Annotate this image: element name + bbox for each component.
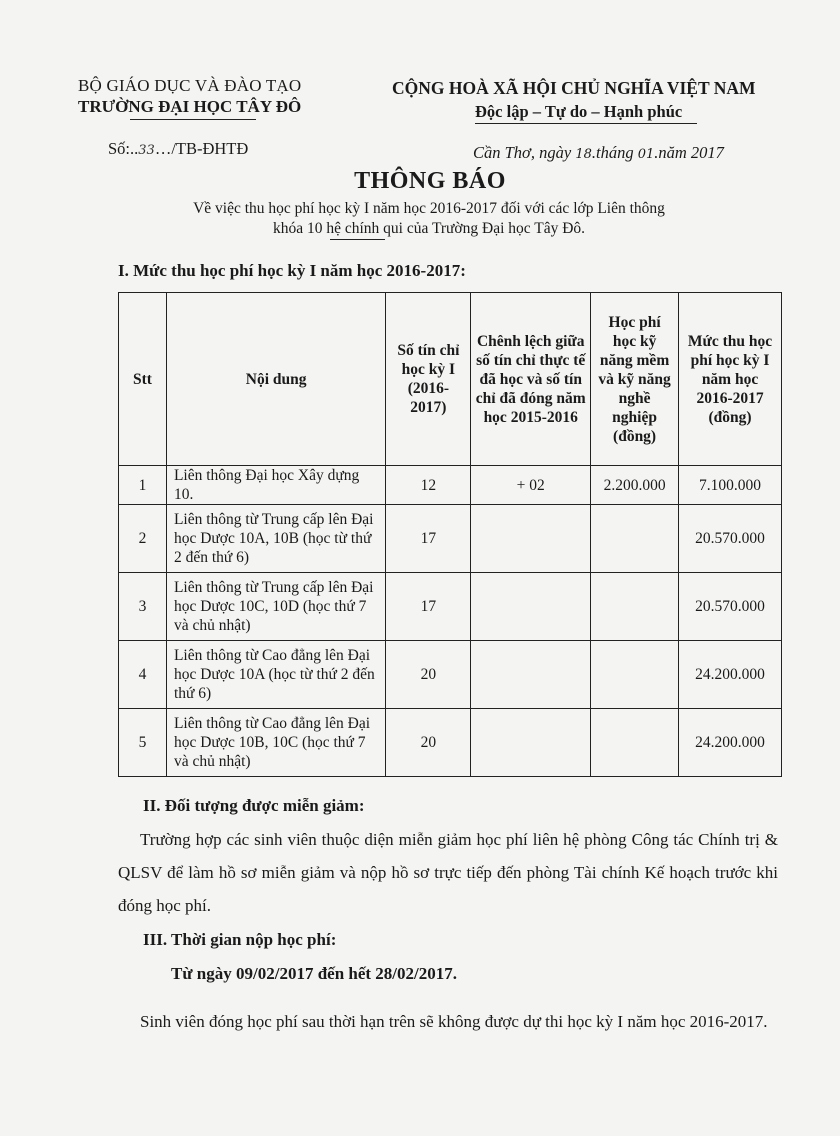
row-credits: 17 (386, 505, 471, 573)
doc-no-prefix: Số: (108, 139, 131, 158)
subtitle-underline (330, 239, 385, 240)
col-stt: Stt (119, 293, 167, 466)
school-underline (130, 119, 256, 120)
fee-table (118, 292, 782, 777)
row-content: Liên thông Đại học Xây dựng 10. (166, 466, 385, 505)
col-credits: Số tín chỉ học kỳ I (2016-2017) (386, 293, 471, 466)
row-stt: 1 (119, 466, 167, 505)
row-total-fee: 24.200.000 (679, 641, 782, 709)
row-stt: 5 (119, 709, 167, 777)
row-credits: 17 (386, 573, 471, 641)
row-total-fee: 20.570.000 (679, 573, 782, 641)
table-row (119, 505, 782, 573)
motto-underline (475, 123, 697, 124)
subtitle-line-2: khóa 10 hệ chính qui của Trường Đại học Tây Đô. (272, 220, 586, 237)
col-total-fee: Mức thu học phí học kỳ I năm học 2016-2017 (đồng) (679, 293, 782, 466)
section-1-heading: I. Mức thu học phí học kỳ I năm học 2016-2017: (118, 261, 466, 280)
row-skills-fee (591, 709, 679, 777)
payment-date-range: Từ ngày 09/02/2017 đến hết 28/02/2017. (171, 964, 458, 983)
date-month-label: .tháng (591, 143, 638, 162)
row-credit-diff (471, 641, 591, 709)
doc-no-handwritten: 33 (138, 143, 155, 158)
row-credit-diff (471, 573, 591, 641)
section-2-text: Trường hợp các sinh viên thuộc diện miễn giảm học phí liên hệ phòng Công tác Chính trị & QLSV để làm hồ sơ miễn giảm và nộp hồ sơ trực tiếp đến phòng Tài chính Kế hoạch trước khi đóng học phí. (118, 830, 778, 915)
date-year: .năm 2017 (654, 143, 724, 162)
row-content: Liên thông từ Trung cấp lên Đại học Dược 10A, 10B (học từ thứ 2 đến thứ 6) (166, 505, 385, 573)
section-3-text: Sinh viên đóng học phí sau thời hạn trên sẽ không được dự thi học kỳ I năm học 2016-2017. (140, 1012, 768, 1031)
row-credit-diff (471, 505, 591, 573)
row-content: Liên thông từ Trung cấp lên Đại học Dược 10C, 10D (học thứ 7 và chủ nhật) (166, 573, 385, 641)
table-header-row (119, 293, 782, 466)
table-row (119, 573, 782, 641)
section-2-heading: II. Đối tượng được miễn giảm: (143, 796, 365, 815)
table-row (119, 709, 782, 777)
date-place: Cần Thơ, ngày (473, 143, 576, 162)
row-total-fee: 7.100.000 (679, 466, 782, 505)
row-credit-diff: + 02 (471, 466, 591, 505)
table-row (119, 641, 782, 709)
row-total-fee: 24.200.000 (679, 709, 782, 777)
row-credit-diff (471, 709, 591, 777)
row-credits: 20 (386, 641, 471, 709)
row-content: Liên thông từ Cao đẳng lên Đại học Dược 10A (học từ thứ 2 đến thứ 6) (166, 641, 385, 709)
col-skills-fee: Học phí học kỹ năng mềm và kỹ năng nghề nghiệp (đồng) (591, 293, 679, 466)
doc-no-suffix: …/TB-ĐHTĐ (154, 139, 249, 158)
col-content: Nội dung (166, 293, 385, 466)
row-skills-fee (591, 505, 679, 573)
section-3-heading: III. Thời gian nộp học phí: (143, 930, 337, 949)
ministry-name: BỘ GIÁO DỤC VÀ ĐÀO TẠO (78, 76, 302, 95)
national-motto: Độc lập – Tự do – Hạnh phúc (475, 102, 683, 121)
table-row (119, 466, 782, 505)
row-skills-fee (591, 641, 679, 709)
date-month: 01 (637, 147, 655, 162)
row-total-fee: 20.570.000 (679, 505, 782, 573)
row-credits: 20 (386, 709, 471, 777)
row-skills-fee: 2.200.000 (591, 466, 679, 505)
republic-name: CỘNG HOÀ XÃ HỘI CHỦ NGHĨA VIỆT NAM (392, 78, 756, 98)
date-day: 18 (575, 147, 592, 162)
date-line (473, 143, 724, 163)
document-number: Số:..33…/TB-ĐHTĐ (108, 139, 249, 158)
row-credits: 12 (386, 466, 471, 505)
row-stt: 3 (119, 573, 167, 641)
row-content: Liên thông từ Cao đẳng lên Đại học Dược 10B, 10C (học thứ 7 và chủ nhật) (166, 709, 385, 777)
row-stt: 2 (119, 505, 167, 573)
document-title: THÔNG BÁO (354, 168, 506, 194)
col-credit-diff: Chênh lệch giữa số tín chỉ thực tế đã học và số tín chỉ đã đóng năm học 2015-2016 (471, 293, 591, 466)
row-stt: 4 (119, 641, 167, 709)
subtitle-line-1: Về việc thu học phí học kỳ I năm học 2016-2017 đối với các lớp Liên thông (193, 200, 665, 217)
row-skills-fee (591, 573, 679, 641)
school-name: TRƯỜNG ĐẠI HỌC TÂY ĐÔ (78, 97, 302, 116)
